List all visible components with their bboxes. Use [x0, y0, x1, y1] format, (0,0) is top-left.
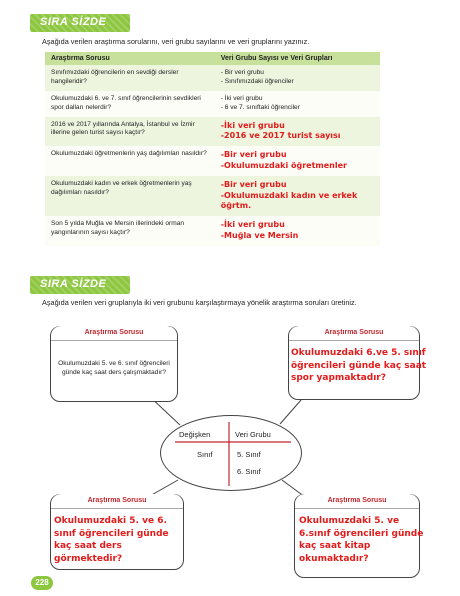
- question-cell: Son 5 yılda Muğla ve Mersin illerindeki orman yangınlarının sayısı kaçtır?: [45, 216, 215, 246]
- card-title: Araştırma Sorusu: [51, 326, 177, 341]
- research-question-card-top-right: [288, 326, 427, 400]
- answer-line: - Bir veri grubu: [220, 69, 264, 76]
- column-header-question: Araştırma Sorusu: [45, 52, 215, 65]
- instruction-text-2: Aşağıda verilen veri gruplarıyla iki veri grubunu karşılaştırmaya yönelik araştırma soruları üretiniz.: [42, 298, 357, 307]
- table-row: [45, 176, 380, 216]
- card-question: Okulumuzdaki 5. ve 6. sınıf öğrencileri günde kaç saat ders çalışmaktadır?: [58, 360, 170, 376]
- card-question-handwritten: Okulumuzdaki 5. ve 6.sınıf öğrencileri günde kaç saat kitap okumaktadır?: [299, 516, 424, 564]
- variable-grid-lines: [161, 416, 301, 490]
- table-row: [45, 216, 380, 246]
- data-group-header: Veri Grubu: [235, 430, 271, 439]
- answer-line: -Okulumuzdaki kadın ve erkek öğrtm.: [220, 190, 358, 211]
- table-header-row: [45, 52, 380, 65]
- variable-value: Sınıf: [197, 450, 213, 459]
- answer-line: -İki veri grubu: [220, 120, 285, 130]
- research-question-card-bottom-left: [50, 494, 184, 570]
- answer-line: -Okulumuzdaki öğretmenler: [220, 160, 347, 170]
- table-row: [45, 65, 380, 91]
- research-table: [45, 52, 380, 246]
- variable-header: Değişken: [179, 430, 211, 439]
- table-row: [45, 117, 380, 147]
- section-banner-1: [30, 14, 130, 32]
- card-question-handwritten: Okulumuzdaki 6.ve 5. sınıf öğrencileri günde kaç saat spor yapmaktadır?: [291, 348, 427, 384]
- question-cell: Okulumuzdaki öğretmenlerin yaş dağılımları nasıldır?: [45, 146, 215, 176]
- answer-cell: [215, 91, 380, 117]
- card-title: Araştırma Sorusu: [295, 494, 419, 509]
- handwritten-answer-cell: [215, 176, 380, 216]
- answer-line: - Sınıfımızdaki öğrenciler: [220, 77, 294, 85]
- page-number: 228: [31, 576, 53, 590]
- answer-line: -İki veri grubu: [220, 220, 285, 230]
- research-question-card-bottom-right: [294, 494, 424, 578]
- answer-line: - İki veri grubu: [220, 94, 263, 102]
- question-cell: 2016 ve 2017 yıllarında Antalya, İstanbul ve İzmir illerine gelen turist sayısı kaçtır?: [45, 117, 215, 147]
- handwritten-answer-cell: [215, 117, 380, 147]
- banner-label: SIRA SİZDE: [40, 278, 107, 290]
- column-header-groups: Veri Grubu Sayısı ve Veri Grupları: [215, 52, 380, 65]
- variable-ellipse: [160, 415, 302, 491]
- answer-line: -Bir veri grubu: [220, 179, 287, 189]
- question-cell: Sınıfımızdaki öğrencilerin en sevdiği dersler hangileridir?: [45, 65, 215, 91]
- answer-line: -Muğla ve Mersin: [220, 230, 299, 240]
- handwritten-answer-cell: [215, 216, 380, 246]
- data-group-value: 5. Sınıf: [237, 450, 261, 459]
- section-banner-2: [30, 276, 130, 294]
- table-row: [45, 91, 380, 117]
- answer-line: -Bir veri grubu: [220, 150, 287, 160]
- table-row: [45, 146, 380, 176]
- card-title: Araştırma Sorusu: [289, 326, 419, 341]
- card-question-handwritten: Okulumuzdaki 5. ve 6. sınıf öğrencileri günde kaç saat ders görmektedir?: [54, 516, 169, 564]
- question-cell: Okulumuzdaki kadın ve erkek öğretmenlerin yaş dağılımları nasıldır?: [45, 176, 215, 216]
- answer-line: - 6 ve 7. sınıftaki öğrenciler: [220, 103, 300, 111]
- card-title: Araştırma Sorusu: [51, 494, 183, 509]
- answer-line: -2016 ve 2017 turist sayısı: [220, 131, 341, 141]
- question-cell: Okulumuzdaki 6. ve 7. sınıf öğrencilerinin sevdikleri spor dalları nelerdir?: [45, 91, 215, 117]
- handwritten-answer-cell: [215, 146, 380, 176]
- research-question-card-top-left: [50, 326, 178, 402]
- data-group-value: 6. Sınıf: [237, 467, 261, 476]
- banner-label: SIRA SİZDE: [40, 16, 107, 28]
- instruction-text-1: Aşağıda verilen araştırma sorularını, veri grubu sayılarını ve veri gruplarını yazınız.: [42, 37, 310, 46]
- answer-cell: [215, 65, 380, 91]
